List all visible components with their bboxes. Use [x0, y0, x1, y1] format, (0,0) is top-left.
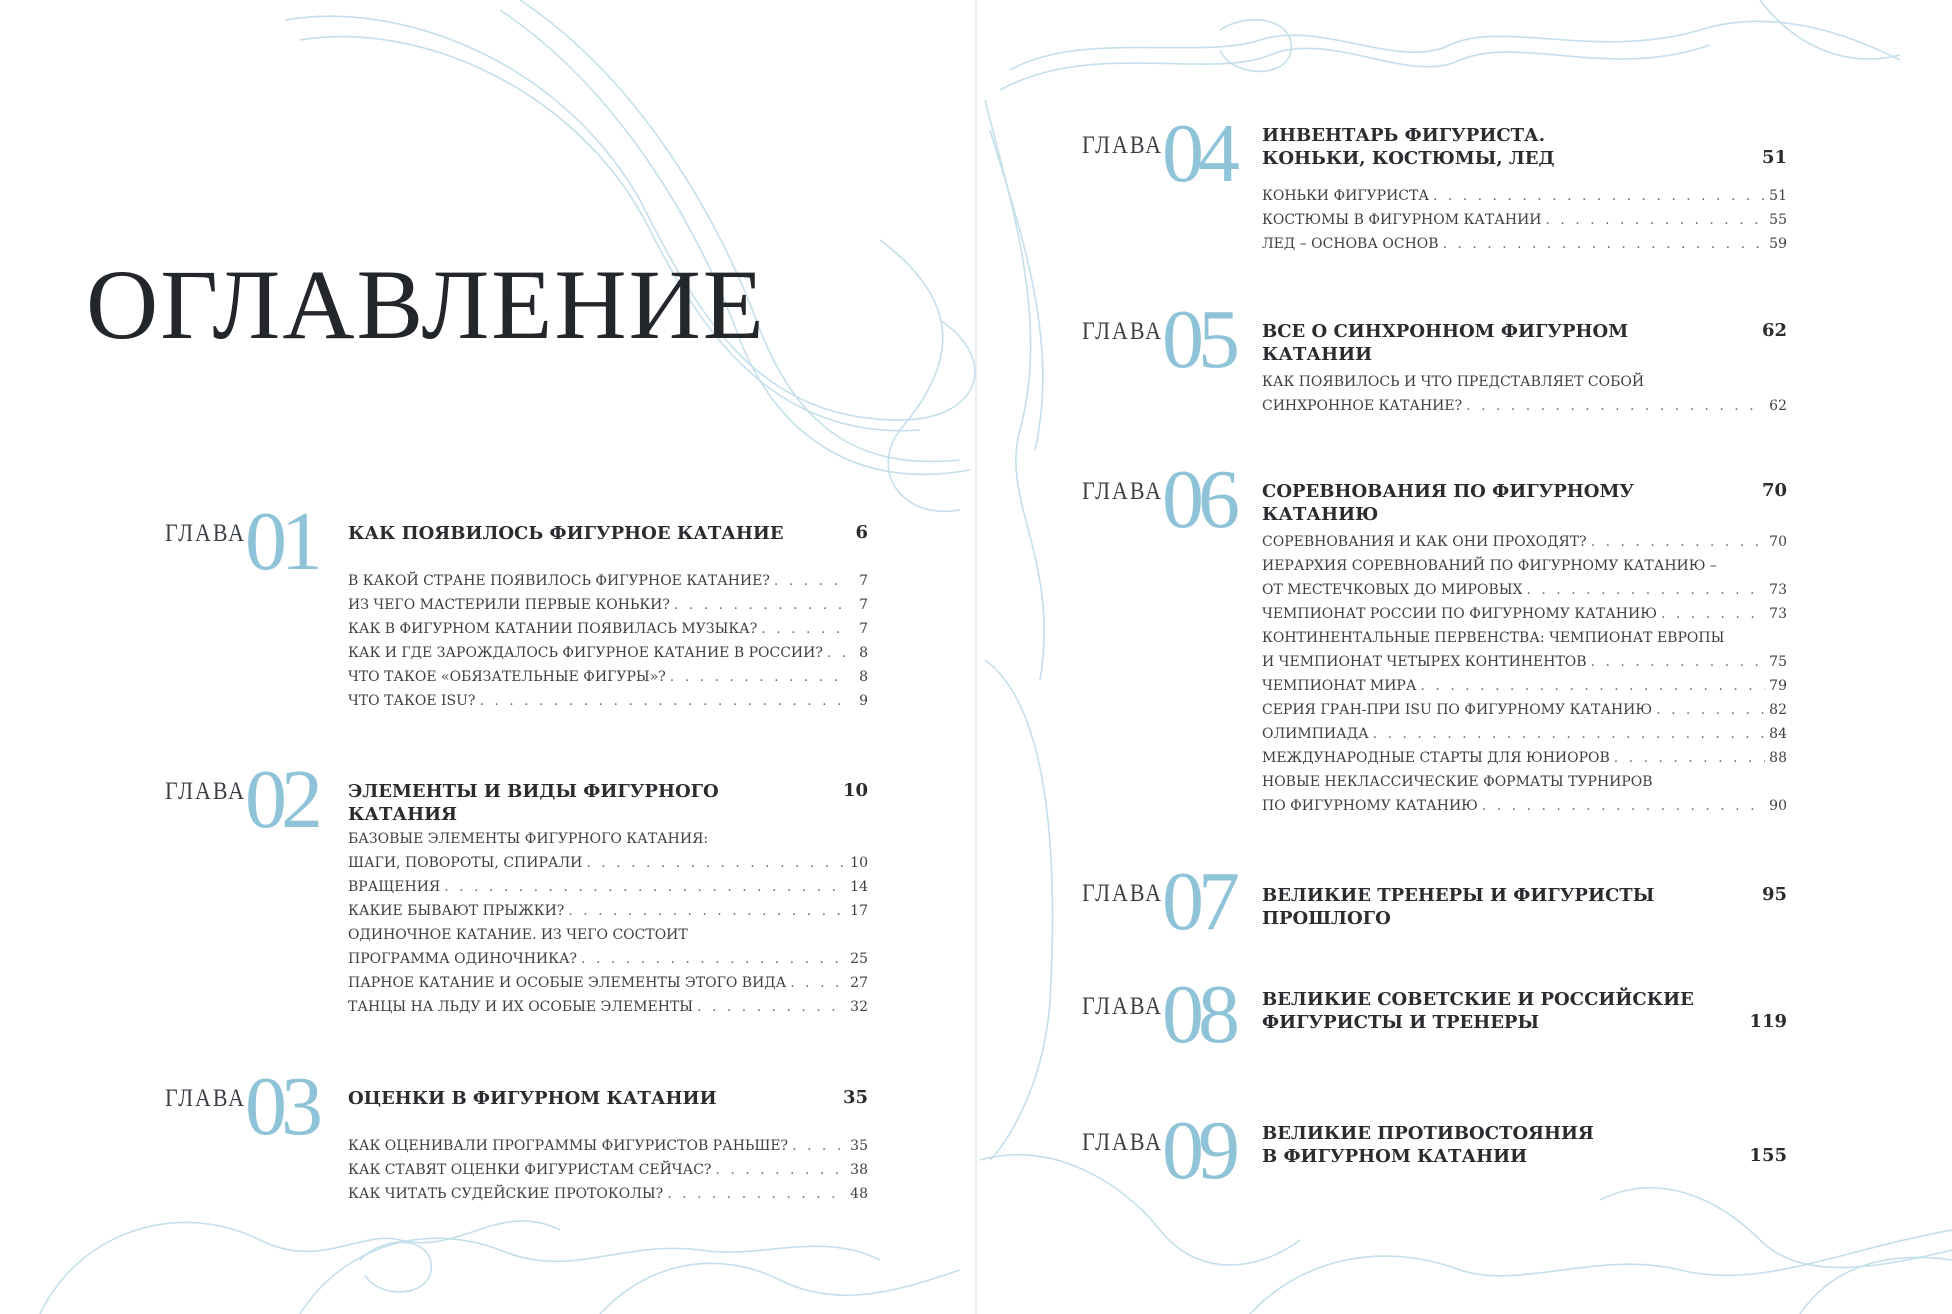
toc-entry[interactable]: [348, 875, 868, 899]
toc-entry[interactable]: [1262, 394, 1787, 418]
chapter-title[interactable]: ОЦЕНКИ В ФИГУРНОМ КАТАНИИ: [348, 1088, 717, 1109]
dot-leader: [774, 569, 846, 593]
toc-entry-page: 14: [850, 879, 868, 895]
toc-entry-title: ОЛИМПИАДА: [1262, 726, 1369, 742]
chapter-entries: [348, 569, 868, 713]
toc-entry-title: ИЗ ЧЕГО МАСТЕРИЛИ ПЕРВЫЕ КОНЬКИ?: [348, 597, 670, 613]
dot-leader: [1591, 650, 1765, 674]
toc-entry-page: 84: [1769, 726, 1787, 742]
toc-entry-title: ПО ФИГУРНОМУ КАТАНИЮ: [1262, 798, 1478, 814]
chapter-title[interactable]: КАК ПОЯВИЛОСЬ ФИГУРНОЕ КАТАНИЕ: [348, 523, 784, 544]
toc-entry[interactable]: [348, 1158, 868, 1182]
toc-entry-page: 51: [1769, 188, 1787, 204]
toc-entry-title: КАК ОЦЕНИВАЛИ ПРОГРАММЫ ФИГУРИСТОВ РАНЬШЕ?: [348, 1138, 789, 1154]
toc-entry-title: В КАКОЙ СТРАНЕ ПОЯВИЛОСЬ ФИГУРНОЕ КАТАНИЕ?: [348, 573, 770, 589]
toc-entry[interactable]: [348, 923, 868, 947]
chapter-label: ГЛАВА: [1082, 878, 1164, 907]
toc-entry-title: ШАГИ, ПОВОРОТЫ, СПИРАЛИ: [348, 855, 583, 871]
toc-entry-page: 62: [1769, 398, 1787, 414]
dot-leader: [1420, 674, 1765, 698]
chapter-label: ГЛАВА: [1082, 130, 1164, 159]
dot-leader: [792, 1134, 846, 1158]
chapter-title[interactable]: ВЕЛИКИЕ ТРЕНЕРЫ И ФИГУРИСТЫ ПРОШЛОГО: [1262, 885, 1655, 929]
toc-entry-title: МЕЖДУНАРОДНЫЕ СТАРТЫ ДЛЯ ЮНИОРОВ: [1262, 750, 1610, 766]
toc-entry-title: ЧТО ТАКОЕ ISU?: [348, 693, 476, 709]
chapter-number: 05: [1162, 293, 1234, 386]
toc-entry-page: 32: [850, 999, 868, 1015]
dot-leader: [715, 1158, 846, 1182]
chapter-label: ГЛАВА: [1082, 991, 1164, 1020]
toc-entry[interactable]: [1262, 626, 1787, 650]
dot-leader: [670, 665, 846, 689]
chapter-label: ГЛАВА: [165, 776, 247, 805]
toc-entry[interactable]: [348, 947, 868, 971]
toc-entry-title: ОДИНОЧНОЕ КАТАНИЕ. ИЗ ЧЕГО СОСТОИТ: [348, 927, 688, 943]
toc-entry-title: КОСТЮМЫ В ФИГУРНОМ КАТАНИИ: [1262, 212, 1542, 228]
toc-entry[interactable]: [1262, 698, 1787, 722]
toc-entry-page: 7: [859, 621, 868, 637]
toc-entry[interactable]: [1262, 770, 1787, 794]
toc-entry-title: ПРОГРАММА ОДИНОЧНИКА?: [348, 951, 578, 967]
chapter-title[interactable]: ВСЕ О СИНХРОННОМ ФИГУРНОМ КАТАНИИ: [1262, 321, 1629, 365]
toc-entry-page: 10: [850, 855, 868, 871]
toc-entry-title: КАК И ГДЕ ЗАРОЖДАЛОСЬ ФИГУРНОЕ КАТАНИЕ В РОССИИ?: [348, 645, 823, 661]
toc-entry-page: 73: [1769, 582, 1787, 598]
toc-entry[interactable]: [1262, 370, 1787, 394]
toc-entry-title: ЧТО ТАКОЕ «ОБЯЗАТЕЛЬНЫЕ ФИГУРЫ»?: [348, 669, 666, 685]
chapter-page-number: 35: [842, 1087, 868, 1108]
chapter-label: ГЛАВА: [1082, 316, 1164, 345]
toc-entry[interactable]: [348, 995, 868, 1019]
dot-leader: [1545, 208, 1765, 232]
dot-leader: [568, 899, 846, 923]
toc-entry[interactable]: [348, 899, 868, 923]
dot-leader: [1656, 698, 1765, 722]
dot-leader: [667, 1182, 846, 1206]
toc-entry-page: 25: [850, 951, 868, 967]
toc-entry[interactable]: [1262, 722, 1787, 746]
toc-entry[interactable]: [348, 665, 868, 689]
toc-entry-title: КОНЬКИ ФИГУРИСТА: [1262, 188, 1429, 204]
toc-entry-title: СИНХРОННОЕ КАТАНИЕ?: [1262, 398, 1463, 414]
toc-entry[interactable]: [1262, 232, 1787, 256]
chapter-label: ГЛАВА: [165, 518, 247, 547]
chapter-label: ГЛАВА: [1082, 476, 1164, 505]
chapter-page-number: 6: [855, 522, 868, 543]
dot-leader: [479, 689, 846, 713]
dot-leader: [1443, 232, 1765, 256]
dot-leader: [1526, 578, 1765, 602]
toc-entry[interactable]: [1262, 554, 1787, 578]
chapter-title[interactable]: ЭЛЕМЕНТЫ И ВИДЫ ФИГУРНОГО КАТАНИЯ: [348, 781, 719, 825]
toc-entry-page: 38: [850, 1162, 868, 1178]
toc-entry-title: ВРАЩЕНИЯ: [348, 879, 441, 895]
dot-leader: [1373, 722, 1765, 746]
toc-entry-title: СЕРИЯ ГРАН-ПРИ ISU ПО ФИГУРНОМУ КАТАНИЮ: [1262, 702, 1653, 718]
toc-entry-title: КАК СТАВЯТ ОЦЕНКИ ФИГУРИСТАМ СЕЙЧАС?: [348, 1162, 712, 1178]
toc-entry-page: 88: [1769, 750, 1787, 766]
toc-entry-title: И ЧЕМПИОНАТ ЧЕТЫРЕХ КОНТИНЕНТОВ: [1262, 654, 1587, 670]
dot-leader: [1591, 530, 1765, 554]
toc-entry[interactable]: [1262, 530, 1787, 554]
toc-entry-title: БАЗОВЫЕ ЭЛЕМЕНТЫ ФИГУРНОГО КАТАНИЯ:: [348, 831, 709, 847]
chapter-page-number: 95: [1761, 884, 1787, 905]
toc-entry-title: КАК В ФИГУРНОМ КАТАНИИ ПОЯВИЛАСЬ МУЗЫКА?: [348, 621, 758, 637]
chapter-number: 02: [245, 753, 317, 846]
chapter-title[interactable]: ВЕЛИКИЕ СОВЕТСКИЕ И РОССИЙСКИЕ ФИГУРИСТЫ И ТРЕНЕРЫ: [1262, 989, 1694, 1033]
chapter-page-number: 10: [842, 780, 868, 801]
toc-entry-page: 35: [850, 1138, 868, 1154]
toc-entry-page: 9: [859, 693, 868, 709]
dot-leader: [1433, 184, 1765, 208]
toc-entry-title: КАК ПОЯВИЛОСЬ И ЧТО ПРЕДСТАВЛЯЕТ СОБОЙ: [1262, 374, 1645, 390]
chapter-entries: [348, 827, 868, 1019]
toc-entry-title: СОРЕВНОВАНИЯ И КАК ОНИ ПРОХОДЯТ?: [1262, 534, 1587, 550]
chapter-number: 01: [245, 495, 317, 588]
toc-entry-page: 8: [859, 645, 868, 661]
toc-entry[interactable]: [1262, 794, 1787, 818]
toc-entry-title: ОТ МЕСТЕЧКОВЫХ ДО МИРОВЫХ: [1262, 582, 1523, 598]
chapter-number: 09: [1162, 1104, 1234, 1197]
dot-leader: [586, 851, 846, 875]
chapter-title[interactable]: ВЕЛИКИЕ ПРОТИВОСТОЯНИЯ В ФИГУРНОМ КАТАНИИ: [1262, 1123, 1594, 1167]
toc-entry[interactable]: [348, 569, 868, 593]
toc-entry[interactable]: [1262, 650, 1787, 674]
toc-entry-title: КАК ЧИТАТЬ СУДЕЙСКИЕ ПРОТОКОЛЫ?: [348, 1186, 664, 1202]
toc-entry[interactable]: [348, 593, 868, 617]
chapter-number: 03: [245, 1060, 317, 1153]
chapter-label: ГЛАВА: [165, 1083, 247, 1112]
toc-entry[interactable]: [1262, 578, 1787, 602]
chapter-number: 08: [1162, 968, 1234, 1061]
toc-entry-title: КОНТИНЕНТАЛЬНЫЕ ПЕРВЕНСТВА: ЧЕМПИОНАТ ЕВРОПЫ: [1262, 630, 1725, 646]
toc-entry[interactable]: [348, 1134, 868, 1158]
dot-leader: [827, 641, 846, 665]
toc-entry[interactable]: [1262, 602, 1787, 626]
chapter-page-number: 155: [1749, 1145, 1787, 1166]
dot-leader: [761, 617, 846, 641]
toc-entry-title: ЧЕМПИОНАТ МИРА: [1262, 678, 1417, 694]
toc-entry-title: КАКИЕ БЫВАЮТ ПРЫЖКИ?: [348, 903, 565, 919]
chapter-number: 04: [1162, 107, 1234, 200]
toc-entry-page: 17: [850, 903, 868, 919]
dot-leader: [581, 947, 846, 971]
toc-entry[interactable]: [348, 689, 868, 713]
dot-leader: [674, 593, 846, 617]
dot-leader: [790, 971, 846, 995]
toc-entry[interactable]: [348, 641, 868, 665]
toc-entry-page: 90: [1769, 798, 1787, 814]
toc-entry-page: 55: [1769, 212, 1787, 228]
toc-entry-title: ТАНЦЫ НА ЛЬДУ И ИХ ОСОБЫЕ ЭЛЕМЕНТЫ: [348, 999, 694, 1015]
page-gutter: [975, 0, 977, 1314]
toc-entry-page: 7: [859, 597, 868, 613]
toc-entry[interactable]: [1262, 208, 1787, 232]
chapter-page-number: 62: [1761, 320, 1787, 341]
dot-leader: [1482, 794, 1765, 818]
toc-entry[interactable]: [1262, 184, 1787, 208]
chapter-number: 07: [1162, 855, 1234, 948]
chapter-page-number: 119: [1749, 1011, 1787, 1032]
toc-entry-page: 70: [1769, 534, 1787, 550]
toc-entry-page: 79: [1769, 678, 1787, 694]
toc-entry-page: 73: [1769, 606, 1787, 622]
toc-entry-page: 59: [1769, 236, 1787, 252]
dot-leader: [444, 875, 846, 899]
toc-entry-title: ИЕРАРХИЯ СОРЕВНОВАНИЙ ПО ФИГУРНОМУ КАТАНИЮ –: [1262, 558, 1717, 574]
chapter-label: ГЛАВА: [1082, 1127, 1164, 1156]
toc-entry-title: НОВЫЕ НЕКЛАССИЧЕСКИЕ ФОРМАТЫ ТУРНИРОВ: [1262, 774, 1653, 790]
chapter-number: 06: [1162, 453, 1234, 546]
chapter-title[interactable]: ИНВЕНТАРЬ ФИГУРИСТА. КОНЬКИ, КОСТЮМЫ, ЛЕД: [1262, 125, 1555, 169]
chapter-entries: [348, 1134, 868, 1206]
dot-leader: [1661, 602, 1765, 626]
toc-entry-page: 75: [1769, 654, 1787, 670]
toc-entry-page: 48: [850, 1186, 868, 1202]
chapter-entries: [1262, 370, 1787, 418]
chapter-entries: [1262, 530, 1787, 818]
dot-leader: [697, 995, 846, 1019]
toc-entry-page: 8: [859, 669, 868, 685]
chapter-page-number: 70: [1761, 480, 1787, 501]
toc-entry[interactable]: [348, 851, 868, 875]
toc-entry-page: 27: [850, 975, 868, 991]
toc-entry[interactable]: [348, 827, 868, 851]
dot-leader: [1466, 394, 1765, 418]
toc-entry[interactable]: [1262, 746, 1787, 770]
toc-entry[interactable]: [348, 971, 868, 995]
toc-entry[interactable]: [348, 1182, 868, 1206]
toc-entry-page: 82: [1769, 702, 1787, 718]
chapter-page-number: 51: [1761, 147, 1787, 168]
toc-entry[interactable]: [1262, 674, 1787, 698]
toc-entry[interactable]: [348, 617, 868, 641]
toc-entry-title: ПАРНОЕ КАТАНИЕ И ОСОБЫЕ ЭЛЕМЕНТЫ ЭТОГО ВИДА: [348, 975, 787, 991]
toc-title: ОГЛАВЛЕНИЕ: [86, 249, 766, 360]
toc-entry-page: 7: [859, 573, 868, 589]
dot-leader: [1614, 746, 1765, 770]
chapter-entries: [1262, 184, 1787, 256]
chapter-title[interactable]: СОРЕВНОВАНИЯ ПО ФИГУРНОМУ КАТАНИЮ: [1262, 481, 1635, 525]
toc-entry-title: ЧЕМПИОНАТ РОССИИ ПО ФИГУРНОМУ КАТАНИЮ: [1262, 606, 1657, 622]
toc-entry-title: ЛЕД – ОСНОВА ОСНОВ: [1262, 236, 1439, 252]
